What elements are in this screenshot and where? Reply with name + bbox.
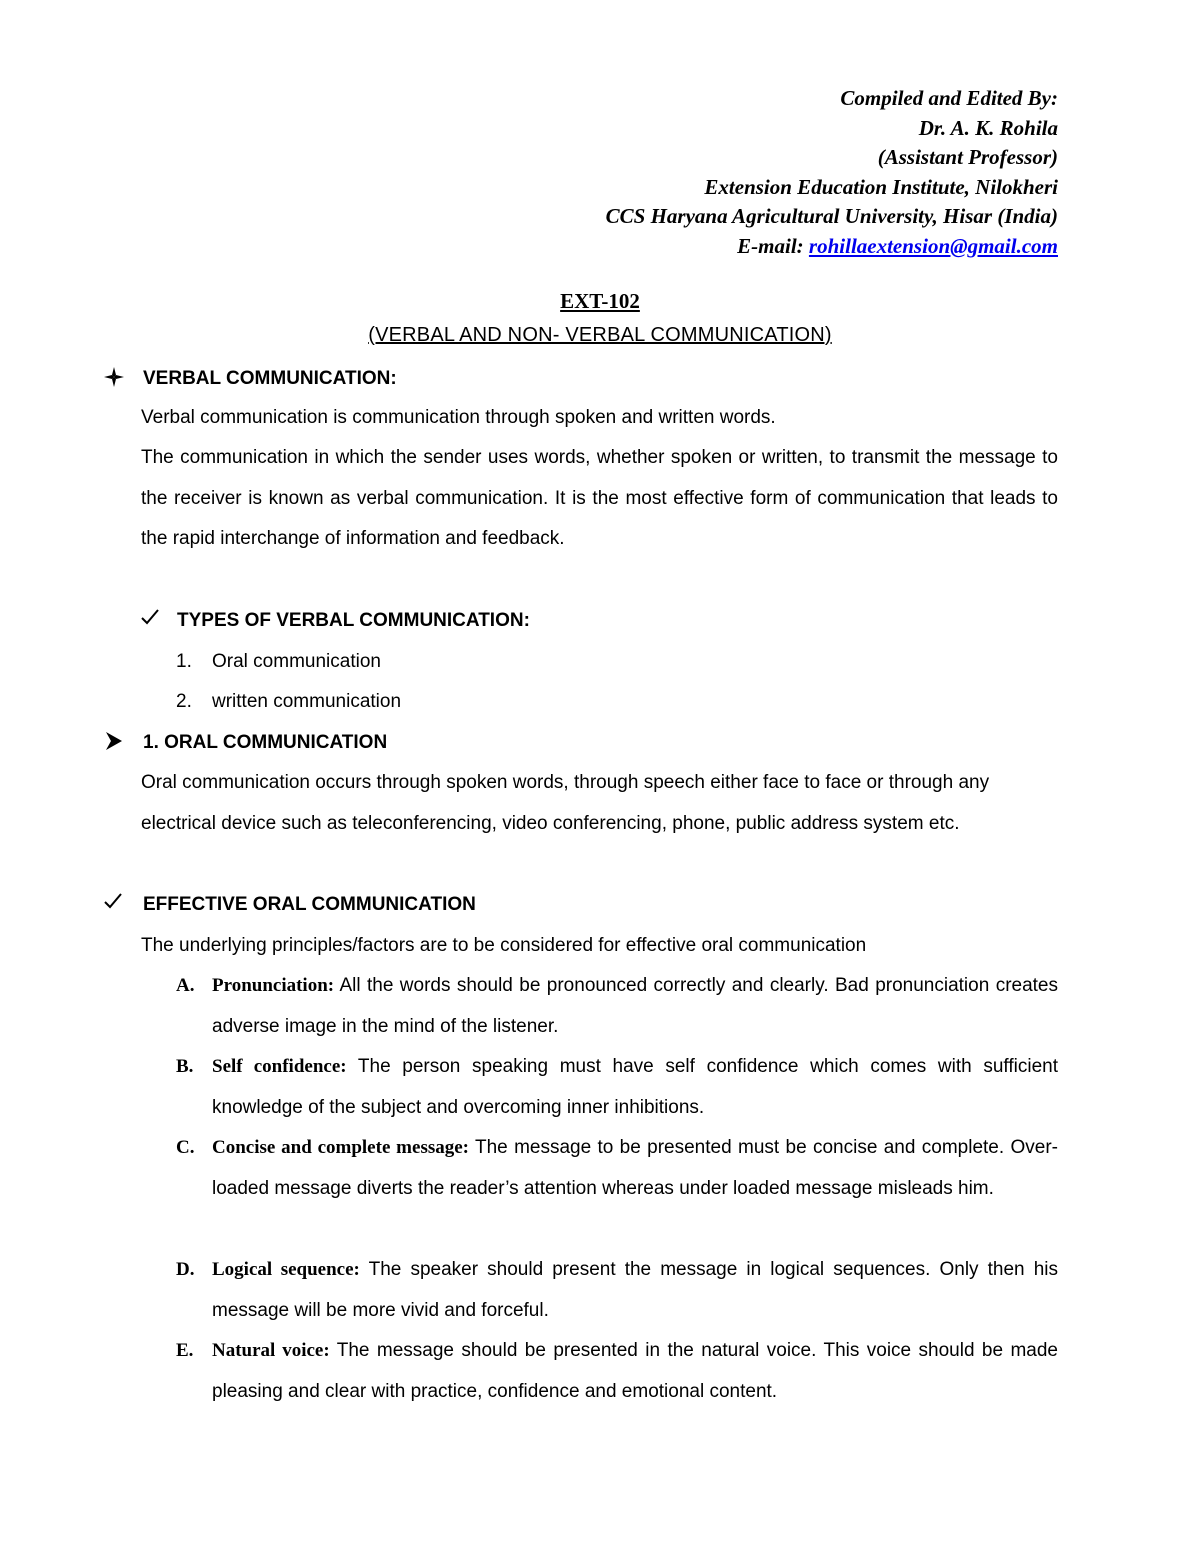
list-item	[176, 689, 401, 715]
compiler-info	[606, 84, 1058, 261]
principle-text: The person speaking must have self confidence which comes with sufficient knowledge of the subject and overcoming inner inhibitions.	[212, 1056, 1058, 1118]
principle-item	[176, 1250, 1058, 1331]
principle-text: The message should be presented in the natural voice. This voice should be made pleasing and clear with practice, confidence and emotional content.	[212, 1340, 1058, 1402]
checkmark-icon	[140, 607, 160, 634]
principle-text: The message to be presented must be concise and complete. Over-loaded message diverts the reader’s attention whereas under loaded message misleads him.	[212, 1137, 1058, 1199]
list-item-number: 1.	[176, 651, 192, 672]
principle-letter: E.	[176, 1340, 194, 1361]
verbal-definition: Verbal communication is communication through spoken and written words.	[141, 407, 776, 428]
email-label: E-mail:	[737, 233, 809, 258]
principle-item	[176, 1331, 1058, 1412]
principle-text: The speaker should present the message in logical sequences. Only then his message will be more vivid and forceful.	[212, 1259, 1058, 1321]
institute: Extension Education Institute, Nilokheri	[704, 174, 1058, 199]
compiled-by: Compiled and Edited By:	[840, 86, 1058, 110]
checkmark-icon	[103, 891, 123, 918]
list-item-text: Oral communication	[212, 651, 381, 672]
list-item	[176, 649, 381, 675]
effective-heading: EFFECTIVE ORAL COMMUNICATION	[143, 894, 476, 915]
principle-letter: D.	[176, 1259, 195, 1280]
types-heading: TYPES OF VERBAL COMMUNICATION:	[177, 610, 530, 631]
principle-text: All the words should be pronounced correctly and clearly. Bad pronunciation creates adverse image in the mind of the listener.	[212, 975, 1058, 1037]
principle-letter: A.	[176, 975, 195, 996]
principle-item	[176, 1047, 1058, 1128]
principle-term: Pronunciation:	[212, 975, 335, 996]
arrow-bullet-icon	[104, 730, 124, 759]
principle-term: Natural voice:	[212, 1340, 330, 1361]
diamond-bullet-icon	[103, 366, 125, 395]
principle-letter: C.	[176, 1137, 195, 1158]
designation: (Assistant Professor)	[877, 145, 1058, 169]
principle-term: Self confidence:	[212, 1056, 347, 1077]
verbal-heading: VERBAL COMMUNICATION:	[143, 368, 397, 389]
list-item-text: written communication	[212, 691, 402, 712]
course-title: (VERBAL AND NON- VERBAL COMMUNICATION)	[368, 324, 832, 346]
principle-item	[176, 966, 1058, 1047]
email-line	[606, 232, 1058, 262]
list-item-number: 2.	[176, 691, 192, 712]
principle-letter: B.	[176, 1056, 194, 1077]
oral-paragraph: Oral communication occurs through spoken words, through speech either face to face or through any electrical device such as teleconferencing, video conferencing, phone, public address system etc.	[141, 772, 990, 834]
principle-term: Concise and complete message:	[212, 1137, 469, 1158]
principle-term: Logical sequence:	[212, 1259, 360, 1280]
author-name: Dr. A. K. Rohila	[918, 115, 1058, 140]
verbal-paragraph: The communication in which the sender uses words, whether spoken or written, to transmit the message to the receiver is known as verbal communication. It is the most effective form of communication that leads to the rapid interchange of information and feedback.	[141, 447, 1058, 549]
university: CCS Haryana Agricultural University, Hisar (India)	[605, 204, 1058, 228]
course-code: EXT-102	[560, 289, 640, 313]
email-link[interactable]: rohillaextension@gmail.com	[808, 233, 1058, 258]
oral-heading: 1. ORAL COMMUNICATION	[143, 732, 388, 753]
principle-item	[176, 1128, 1058, 1209]
effective-intro: The underlying principles/factors are to be considered for effective oral communication	[141, 935, 867, 956]
